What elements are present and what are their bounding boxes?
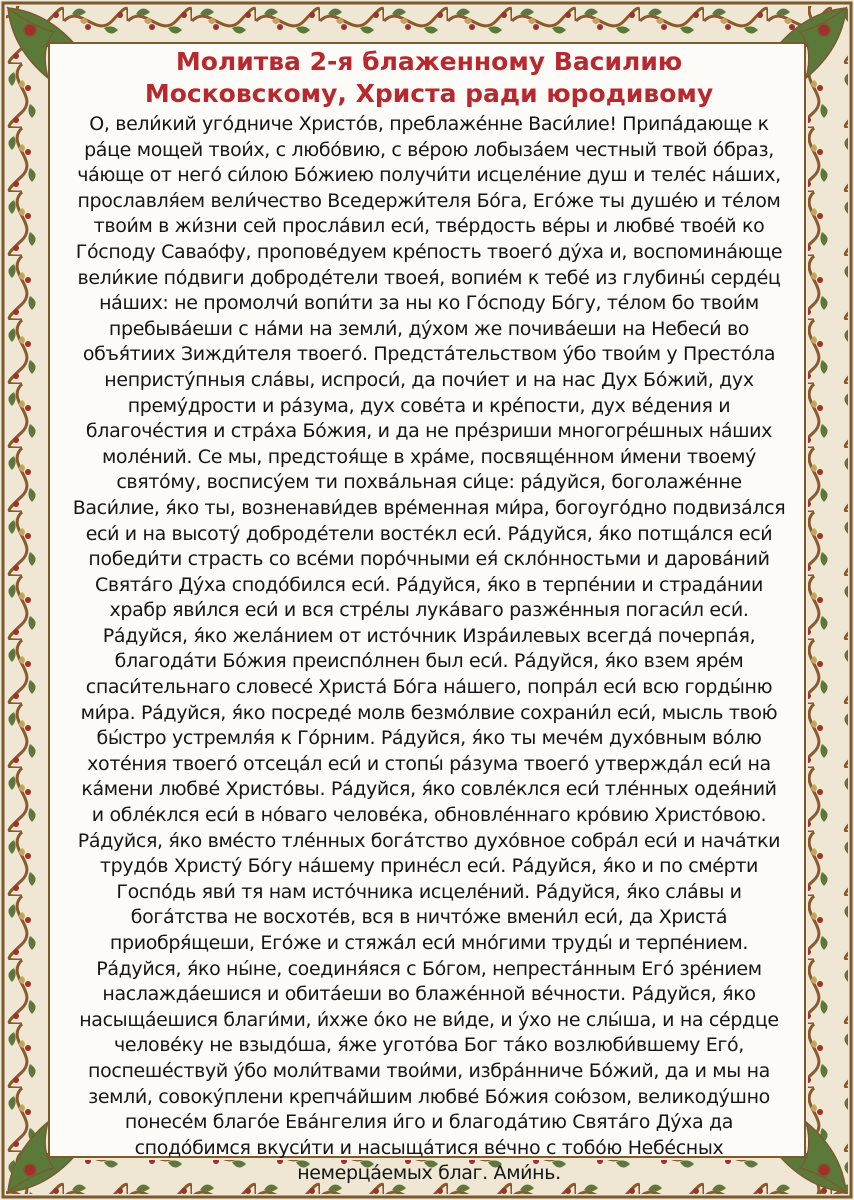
prayer-line: непристу́пныя сла́вы, испроси́, да почи́ет и на нас Дух Бо́жий, дух [104, 368, 754, 391]
prayer-line: трудо́в Христу́ Бо́гу на́шему принéсл еси́. Ра́дуйся, я́ко и по сме́рти [99, 855, 759, 878]
prayer-line: челове́ку не взыдо́ша, я́же угото́ва Бог та́ко возлюби́вшему Его́, [114, 1034, 744, 1057]
prayer-line: ча́юще от него́ си́лою Бо́жиею получи́ти исцеле́ние душ и теле́с на́ших, [77, 164, 781, 187]
prayer-line: Ра́дуйся, я́ко ны́не, соединя́яся с Бо́гом, непреста́нным Его́ зре́нием [96, 957, 762, 980]
prayer-line: поспеше́ствуй у́бо моли́твами твои́ми, избра́нниче Бо́жий, да и мы на [88, 1059, 770, 1082]
prayer-line: Госпо́дь яви́ тя нам исто́чника исцеле́ний. Ра́дуйся, я́ко сла́вы и [116, 880, 742, 903]
prayer-line: еси́ и на высоту́ доброде́тели востéкл еси́. Ра́дуйся, я́ко потща́лся еси́ [85, 522, 773, 545]
prayer-title [50, 46, 808, 110]
prayer-line: ра́це мощей твои́х, с любо́вию, с ве́рою лобыза́ем честный твой о́браз, [84, 138, 774, 161]
prayer-line: ми́ра. Ра́дуйся, я́ко посреде́ молв безмо́лвие сохрани́л еси́, мысль твою́ [80, 701, 778, 724]
prayer-line: Го́споду Савао́фу, пропове́дуем кре́пость твоего́ ду́ха и, воспомина́юще [75, 240, 783, 263]
prayer-line: понесéм благо́е Ева́нгелия и́го и благода́тию Свята́го Ду́ха да [124, 1111, 734, 1134]
prayer-line: благоче́стия и стра́ха Бо́жия, и да не пре́зриши многогре́шных на́ших [85, 420, 773, 443]
prayer-line: объя́тиих Зижди́теля твоего́. Предста́тельством у́бо твои́м у Престо́ла [82, 343, 776, 366]
prayer-line: и обле́клся еси́ в но́ваго челове́ка, обновле́ннаго кро́вию Христо́вою. [91, 804, 767, 827]
prayer-line: моле́ний. Се мы, предстоя́ще в хра́ме, посвяще́нном и́мени твоему́ [101, 445, 757, 468]
prayer-line: наслажда́ешися и обита́еши во блаже́нной ве́чности. Ра́дуйся, я́ко [102, 983, 756, 1006]
prayer-line: победи́ти страсть со все́ми поро́чными ея́ скло́нностьми и дарова́ний [88, 548, 770, 571]
prayer-line: ка́мени любве́ Христо́вы. Ра́дуйся, я́ко совле́клся еси́ тле́нных одея́ний [81, 778, 777, 801]
prayer-line: бы́стро устремля́я к Го́рним. Ра́дуйся, я́ко ты мече́м духо́вным во́лю [96, 727, 762, 750]
prayer-line: Ра́дуйся, я́ко вме́сто тле́нных бога́тство духо́вное собра́л еси́ и нача́тки [77, 829, 781, 852]
prayer-line: сподо́бимся вкуси́ти и насыща́тися ве́чно с тобо́ю Небе́сных [134, 1136, 724, 1159]
prayer-line: прему́дрости и ра́зума, дух сове́та и кре́пости, дух ве́дения и [127, 394, 731, 417]
prayer-line: Ра́дуйся, я́ко жела́нием от исто́чник Изра́илевых всегда́ почерпа́я, [102, 624, 756, 647]
prayer-line: Васи́лие, я́ко ты, возненави́дев вре́менная ми́ра, богоуго́дно подвиза́лся [72, 496, 786, 519]
prayer-line: твои́м в жи́зни сей просла́вил еси́, тве́рдость ве́ры и любве́ твое́й ко [93, 215, 765, 238]
prayer-line: Свята́го Ду́ха сподо́бился еси́. Ра́дуйся, я́ко в терпе́нии и страда́нии [95, 573, 763, 596]
prayer-line: свято́му, воспису́ем ти похва́льная си́це: ра́дуйся, боголаже́нне [116, 471, 742, 494]
prayer-line: благода́ти Бо́жия преиспо́лнен был еси́. Ра́дуйся, я́ко взем ярéм [114, 650, 744, 673]
prayer-line: бога́тства не восхоте́в, вся в ничто́же вмени́л еси́, да Христа́ [130, 906, 728, 929]
prayer-page [48, 42, 806, 1185]
prayer-line: спаси́тельнаго словесе́ Христа́ Бо́га на́шего, попра́л еси́ всю горды́ню [85, 676, 773, 699]
prayer-line: храбр яви́лся еси́ и вся стре́лы лука́ваго разже́нныя погаси́л еси́. [109, 599, 749, 622]
prayer-line: хоте́ния твоего́ отсеца́л еси́ и стопы́ ра́зума твоего́ утвержда́л еси́ на [87, 752, 771, 775]
prayer-text [54, 112, 804, 1187]
prayer-line: на́ших: не промолчи́ вопи́ти за ны ко Го́споду Бо́гу, те́лом бо твои́м [99, 292, 759, 315]
prayer-line: приобря́щеши, Его́же и стяжа́л еси́ мно́гими труды́ и терпе́нием. [109, 932, 749, 954]
prayer-line: вели́кие по́двиги доброде́тели твоея́, вопие́м к тебе́ из глубины́ серде́ц [77, 266, 781, 289]
prayer-title-line-2: Московскому, Христа ради юродивому [144, 79, 714, 108]
prayer-line: немерца́емых благ. Ами́нь. [297, 1162, 561, 1185]
prayer-line: О, вели́кий уго́дниче Христо́в, преблаже́нне Васи́лие! Припа́дающе к [89, 113, 769, 135]
prayer-title-line-1: Молитва 2-я блаженному Василию [175, 47, 683, 76]
prayer-line: земли́, совоку́плени крепча́йшим любве́ Бо́жия сою́зом, великоду́шно [88, 1085, 770, 1108]
prayer-line: насыща́ешися благи́ми, и́хже о́ко не ви́де, и у́хо не слы́ша, и на се́рдце [79, 1008, 779, 1031]
prayer-line: прославля́ем вели́чество Вседержи́теля Бо́га, Его́же ты душе́ю и те́лом [77, 189, 781, 212]
prayer-line: пребыва́еши с на́ми на земли́, ду́хом же почива́еши на Небеси́ во [108, 317, 750, 340]
